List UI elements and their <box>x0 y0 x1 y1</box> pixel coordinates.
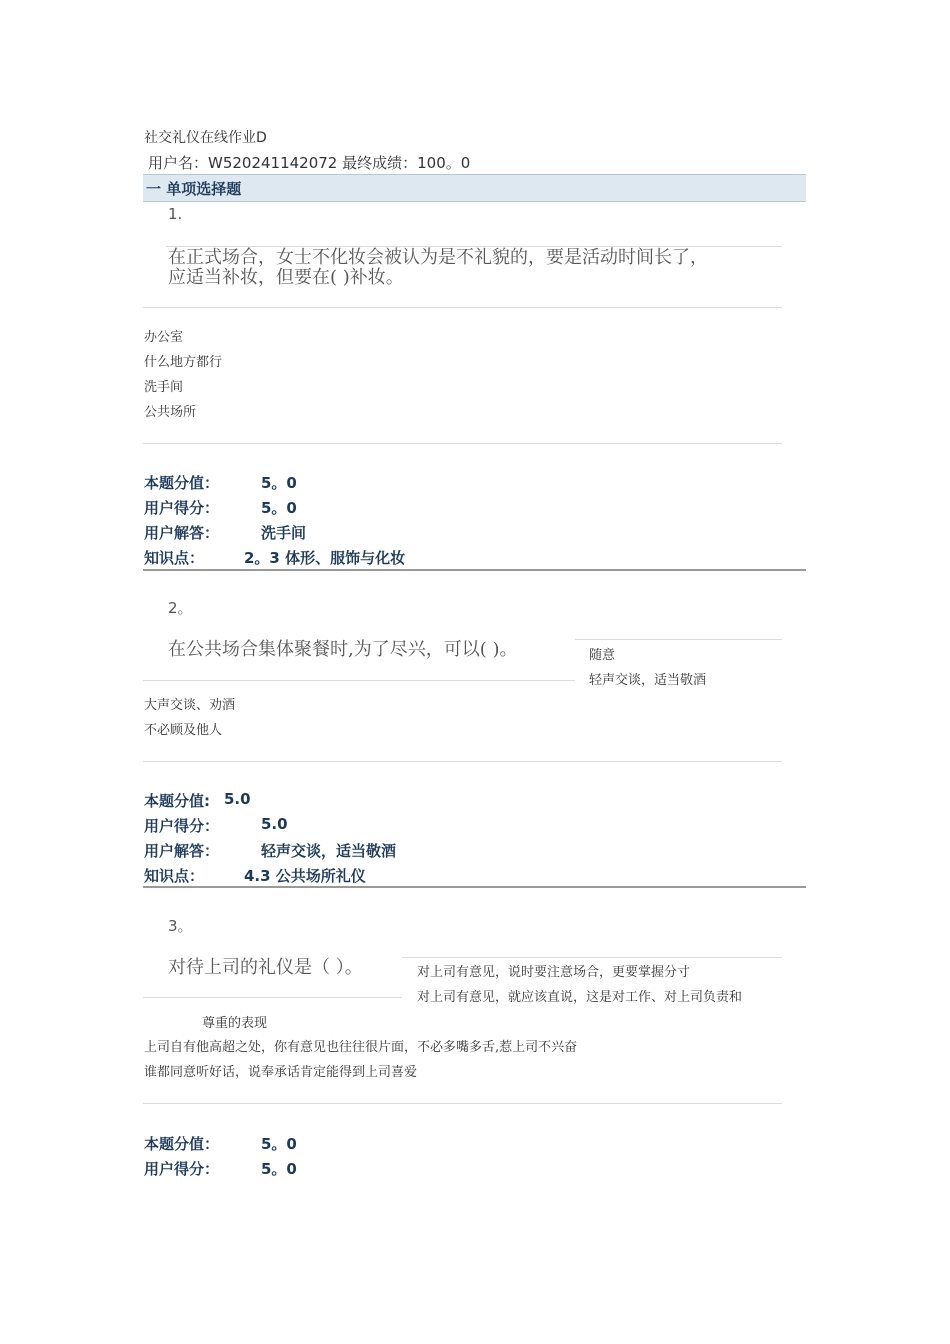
question-1-user-score-label: 用户得分： <box>144 499 220 517</box>
question-2-score-value: 5.0 <box>224 790 251 808</box>
question-separator <box>143 886 806 888</box>
question-1-number: 1. <box>168 205 183 223</box>
question-3-option-4[interactable]: 谁都同意听好话，说奉承话肯定能得到上司喜爱 <box>144 1065 418 1080</box>
divider <box>143 997 402 998</box>
question-separator <box>143 569 806 571</box>
question-3-option-2[interactable]: 对上司有意见，就应该直说，这是对工作、对上司负责和 <box>417 990 743 1005</box>
question-2-option-4[interactable]: 不必顾及他人 <box>144 723 223 738</box>
question-3-number: 3。 <box>168 917 193 935</box>
question-3-text: 对待上司的礼仪是（ ）。 <box>168 957 363 978</box>
question-2-user-score-label: 用户得分： <box>144 817 220 835</box>
question-2-text: 在公共场合集体聚餐时,为了尽兴，可以( )。 <box>168 639 518 660</box>
question-1-user-score-value: 5。0 <box>261 499 297 517</box>
question-1-text-line2: 应适当补妆，但要在( )补妆。 <box>168 267 404 288</box>
divider <box>143 1103 782 1104</box>
question-2-knowledge-value: 4.3 公共场所礼仪 <box>244 867 366 885</box>
question-1-score-label: 本题分值： <box>144 474 220 492</box>
question-1-option-3[interactable]: 洗手间 <box>144 380 184 395</box>
user-score-line: 用户名：W520241142072 最终成绩：100。0 <box>148 154 471 172</box>
question-1-answer-label: 用户解答： <box>144 524 220 542</box>
question-2-knowledge-label: 知识点： <box>144 867 205 885</box>
divider <box>402 957 782 958</box>
divider <box>143 443 782 444</box>
question-1-option-4[interactable]: 公共场所 <box>144 405 197 420</box>
divider <box>143 307 782 308</box>
question-2-answer-label: 用户解答： <box>144 842 220 860</box>
question-2-number: 2。 <box>168 599 193 617</box>
document-title: 社交礼仪在线作业D <box>144 130 267 146</box>
question-3-user-score-value: 5。0 <box>261 1160 297 1178</box>
question-3-user-score-label: 用户得分： <box>144 1160 220 1178</box>
divider <box>143 761 782 762</box>
question-1-knowledge-value: 2。3 体形、服饰与化妆 <box>244 549 406 567</box>
question-2-score-label: 本题分值: <box>144 792 210 810</box>
question-1-option-1[interactable]: 办公室 <box>144 330 184 345</box>
question-3-score-label: 本题分值： <box>144 1135 220 1153</box>
divider <box>575 639 782 640</box>
question-3-option-3[interactable]: 上司自有他高超之处，你有意见也往往很片面，不必多嘴多舌,惹上司不兴奋 <box>144 1040 578 1055</box>
question-1-score-value: 5。0 <box>261 474 297 492</box>
question-1-option-2[interactable]: 什么地方都行 <box>144 355 223 370</box>
section-header-bar <box>143 174 806 202</box>
question-2-user-score-value: 5.0 <box>261 815 288 833</box>
question-3-option-1[interactable]: 对上司有意见，说时要注意场合，更要掌握分寸 <box>417 965 691 980</box>
question-3-option-2-continued: 尊重的表现 <box>202 1016 268 1031</box>
divider <box>143 680 575 681</box>
question-1-text-line1: 在正式场合，女士不化妆会被认为是不礼貌的，要是活动时间长了， <box>168 247 708 268</box>
question-2-option-2[interactable]: 轻声交谈，适当敬酒 <box>589 673 707 688</box>
section-title: 一 单项选择题 <box>146 180 242 198</box>
question-1-knowledge-label: 知识点： <box>144 549 205 567</box>
question-2-answer-value: 轻声交谈，适当敬酒 <box>261 842 397 860</box>
question-2-option-3[interactable]: 大声交谈、劝酒 <box>144 698 236 713</box>
question-1-answer-value: 洗手间 <box>261 524 307 542</box>
question-2-option-1[interactable]: 随意 <box>589 648 616 663</box>
question-3-score-value: 5。0 <box>261 1135 297 1153</box>
